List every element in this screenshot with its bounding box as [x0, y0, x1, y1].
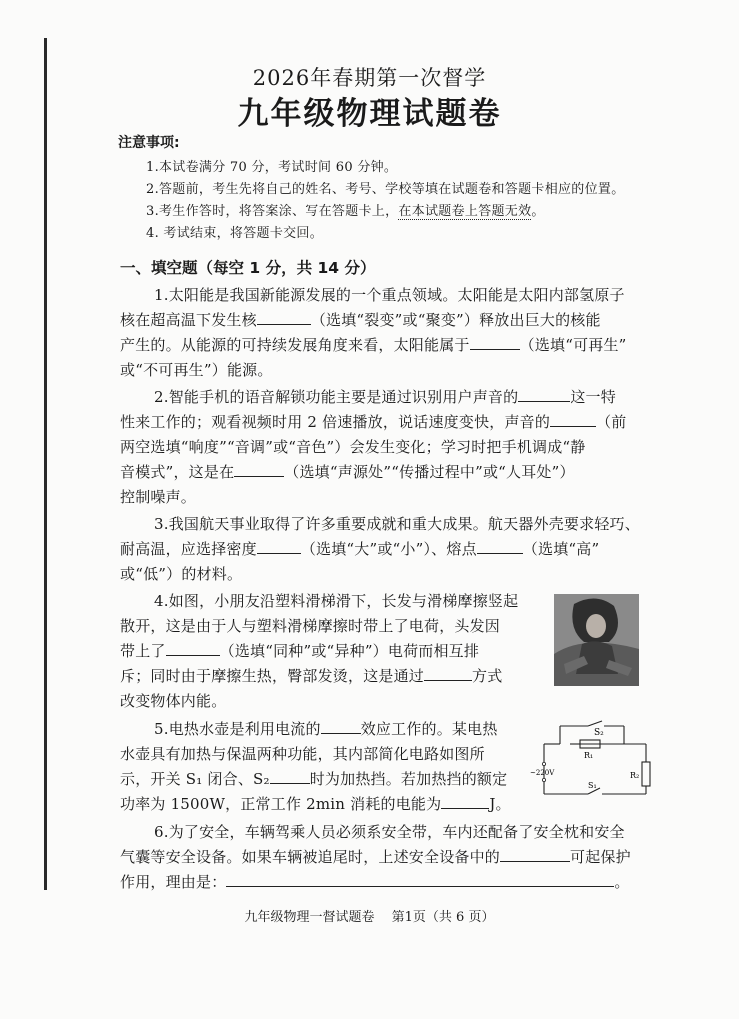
exam-subtitle: 2026年春期第一次督学: [252, 66, 487, 90]
answer-blank[interactable]: [477, 539, 523, 554]
q1-line-4: 或“不可再生”）能源。: [120, 361, 273, 379]
q5-line-4: 功率为 1500W，正常工作 2min 消耗的电能为 J。: [120, 795, 511, 813]
exam-title: 九年级物理试题卷: [237, 96, 502, 132]
section-heading-fill-in: 一、填空题（每空 1 分，共 14 分）: [120, 259, 376, 277]
q2-line-4: 音模式”，这是在 （选填“声源处”“传播过程中”或“人耳处”）: [120, 463, 575, 481]
s1-label: S₁: [588, 781, 597, 790]
q1-line-1: 1.太阳能是我国新能源发展的一个重点领域。太阳能是太阳内部氢原子: [154, 286, 625, 304]
q6-line-1: 6.为了安全，车辆驾乘人员必须系安全带，车内还配备了安全枕和安全: [154, 823, 625, 841]
answer-blank[interactable]: [321, 719, 361, 734]
page-footer: 九年级物理一督试题卷 第1页（共 6 页）: [244, 910, 495, 925]
q6-line-2: 气囊等安全设备。如果车辆被追尾时，上述安全设备中的 可起保护: [120, 848, 631, 866]
q1-line-3: 产生的。从能源的可持续发展角度来看，太阳能属于 （选填“可再生”: [120, 336, 627, 354]
r1-label: R₁: [584, 751, 594, 760]
q2-line-2: 性来工作的；观看视频时用 2 倍速播放，说话速度变快，声音的 （前: [120, 413, 627, 431]
q2-line-3: 两空选填“响度”“音调”或“音色”）会发生变化；学习时把手机调成“静: [120, 438, 586, 456]
q5-line-3: 示，开关 S₁ 闭合、S₂ 时为加热挡。若加热挡的额定: [120, 770, 508, 788]
r2-label: R₂: [630, 771, 640, 780]
notes-heading: 注意事项:: [118, 135, 180, 151]
q4-line-4: 斥；同时由于摩擦生热，臀部发烫，这是通过 方式: [120, 667, 503, 685]
answer-blank[interactable]: [518, 387, 570, 402]
q3-line-1: 3.我国航天事业取得了许多重要成就和重大成果。航天器外壳要求轻巧、: [154, 515, 640, 533]
answer-blank[interactable]: [550, 412, 596, 427]
photo-illustration: [554, 594, 639, 686]
answer-blank[interactable]: [257, 539, 301, 554]
answer-blank-long[interactable]: [226, 872, 614, 887]
q3-line-3: 或“低”）的材料。: [120, 565, 243, 583]
note-item-4: 4. 考试结束，将答题卡交回。: [146, 226, 324, 241]
q6-line-3: 作用，理由是： 。: [120, 873, 630, 891]
q4-line-1: 4.如图，小朋友沿塑料滑梯滑下，长发与滑梯摩擦竖起: [154, 592, 519, 610]
s2-label: S₂: [594, 728, 604, 738]
note-item-1: 1.本试卷满分 70 分，考试时间 60 分钟。: [146, 160, 398, 175]
answer-blank[interactable]: [166, 641, 220, 656]
emphasis-text: 在本试题卷上答题无效: [398, 204, 532, 219]
q2-line-5: 控制噪声。: [120, 488, 197, 506]
answer-blank[interactable]: [234, 462, 284, 477]
q1-line-2: 核在超高温下发生核 （选填“裂变”或“聚变”）释放出巨大的核能: [120, 311, 601, 329]
q4-line-5: 改变物体内能。: [120, 692, 227, 710]
q3-line-2: 耐高温，应选择密度 （选填“大”或“小”）、熔点 （选填“高”: [120, 540, 600, 558]
answer-blank[interactable]: [500, 847, 570, 862]
voltage-label: ~220V: [530, 769, 555, 777]
answer-blank[interactable]: [424, 666, 472, 681]
slide-child-photo: [554, 594, 639, 686]
q5-line-1: 5.电热水壶是利用电流的 效应工作的。某电热: [154, 720, 498, 738]
answer-blank[interactable]: [270, 769, 310, 784]
q2-line-1: 2.智能手机的语音解锁功能主要是通过识别用户声音的 这一特: [154, 388, 616, 406]
q5-line-2: 水壶具有加热与保温两种功能，其内部简化电路如图所: [120, 745, 485, 763]
answer-blank[interactable]: [441, 794, 489, 809]
circuit-diagram: [530, 718, 658, 806]
q4-line-3: 带上了 （选填“同种”或“异种”）电荷而相互排: [120, 642, 480, 660]
note-item-3: 3.考生作答时，将答案涂、写在答题卡上，在本试题卷上答题无效。: [146, 204, 545, 219]
binding-margin-line: [44, 38, 47, 890]
answer-blank[interactable]: [257, 310, 311, 325]
note-item-2: 2.答题前，考生先将自己的姓名、考号、学校等填在试题卷和答题卡相应的位置。: [146, 182, 625, 197]
answer-blank[interactable]: [470, 335, 520, 350]
q4-line-2: 散开，这是由于人与塑料滑梯摩擦时带上了电荷，头发因: [120, 617, 501, 635]
